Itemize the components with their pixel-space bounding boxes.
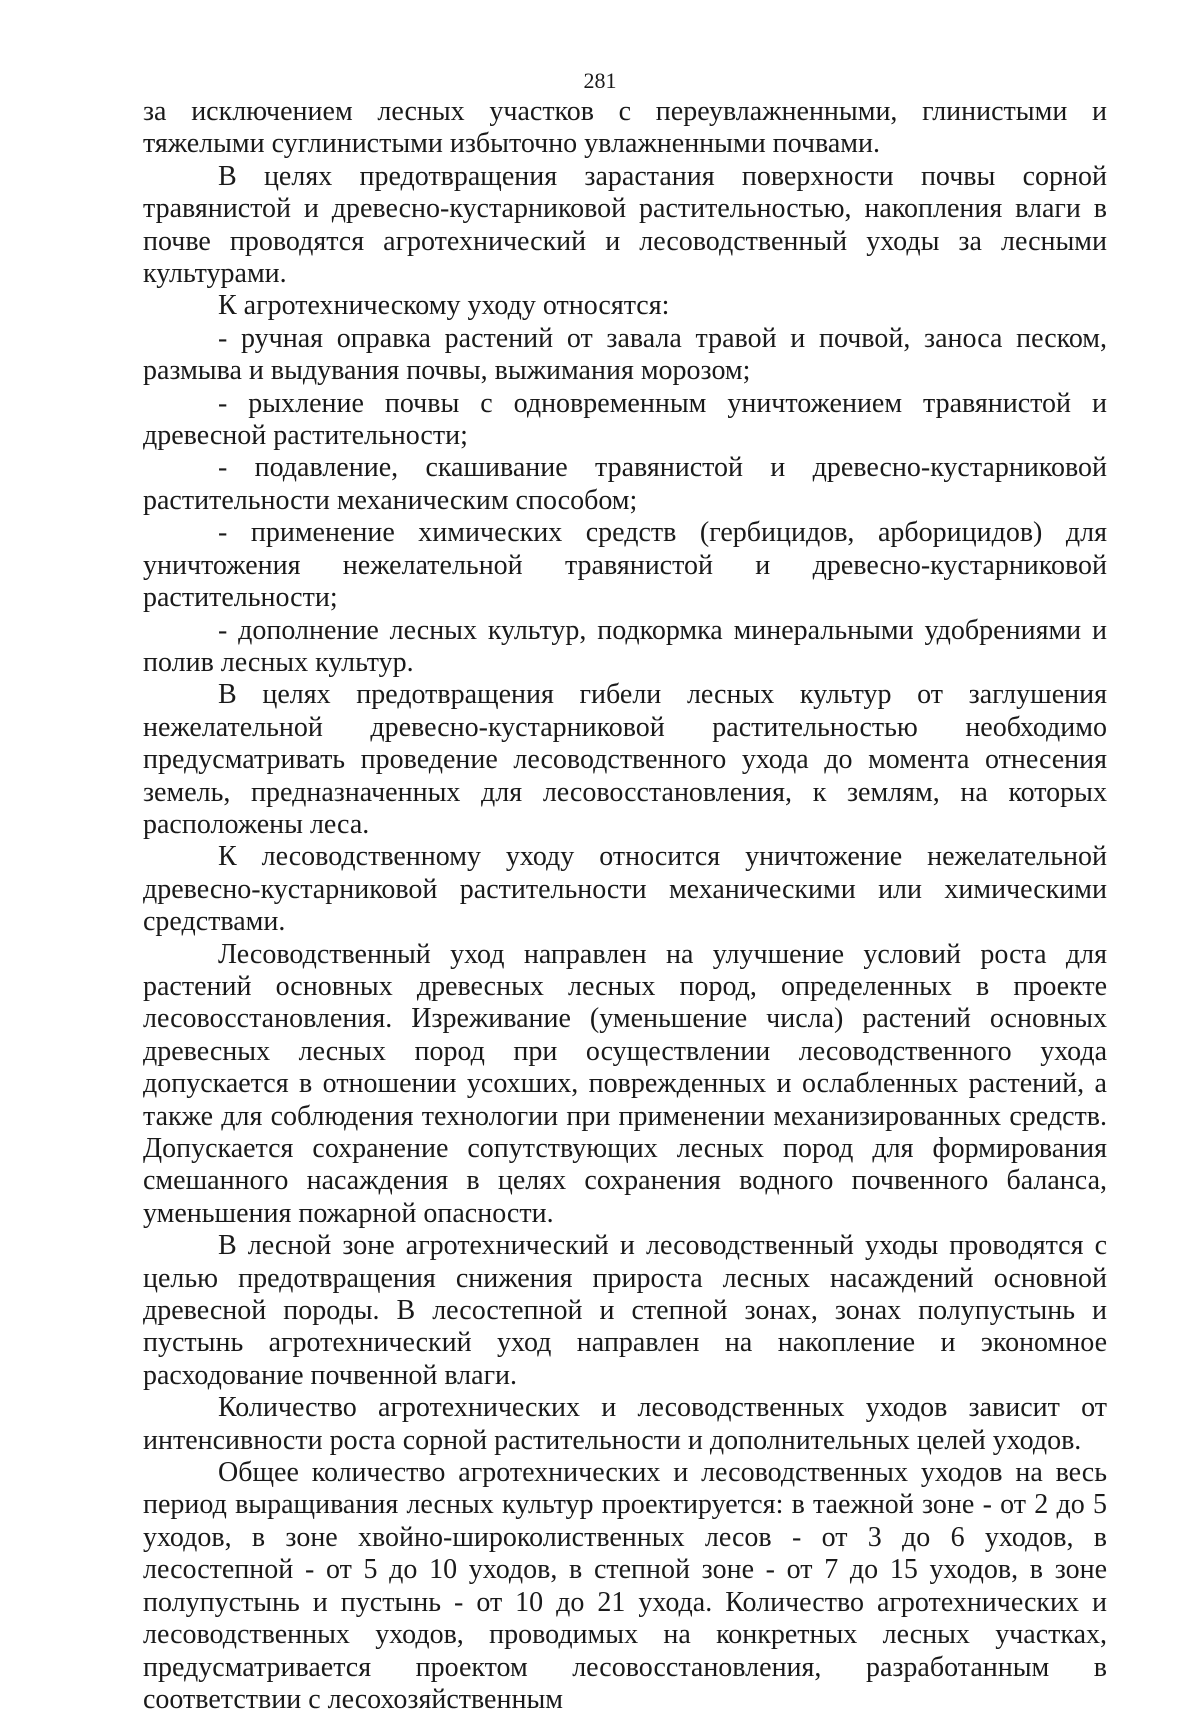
list-item: - дополнение лесных культур, подкормка минеральными удобрениями и полив лесных культур. — [143, 614, 1107, 678]
paragraph: Количество агротехнических и лесоводственных уходов зависит от интенсивности роста сорной растительности и дополнительных целей уходов. — [143, 1392, 1107, 1456]
paragraph: Лесоводственный уход направлен на улучшение условий роста для растений основных древесных лесных пород, определенных в проекте лесовосстановления. Изреживание (уменьшение числа) растений основных древесных лесных пород при осуществлении лесоводственного ухода допускается в отношении усохших, поврежденных и ослабленных растений, а также для соблюдения технологии при применении механизированных средств. Допускается сохранение сопутствующих лесных пород для формирования смешанного насаждения в целях сохранения водного почвенного баланса, уменьшения пожарной опасности. — [143, 938, 1107, 1229]
paragraph: К лесоводственному уходу относится уничтожение нежелательной древесно-кустарниковой растительности механическими или химическими средствами. — [143, 841, 1107, 938]
paragraph: К агротехническому уходу относятся: — [218, 290, 670, 322]
page-number: 281 — [583, 68, 617, 93]
paragraph: В целях предотвращения гибели лесных культур от заглушения нежелательной древесно-кустарниковой растительностью необходимо предусматривать проведение лесоводственного ухода до момента отнесения земель, предназначенных для лесовосстановления, к землям, на которых расположены леса. — [143, 679, 1107, 840]
paragraph: за исключением лесных участков с переувлажненными, глинистыми и тяжелыми суглинистыми избыточно увлажненными почвами. — [143, 96, 1107, 160]
list-item: - применение химических средств (гербицидов, арборицидов) для уничтожения нежелательной травянистой и древесно-кустарниковой растительности; — [143, 517, 1107, 614]
list-item: - рыхление почвы с одновременным уничтожением травянистой и древесной растительности; — [143, 387, 1107, 452]
paragraph: В лесной зоне агротехнический и лесоводственный уходы проводятся с целью предотвращения снижения прироста лесных насаждений основной древесной породы. В лесостепной и степной зонах, зонах полупустынь и пустынь агротехнический уход направлен на накопление и экономное расходование почвенной влаги. — [143, 1230, 1107, 1391]
paragraph: В целях предотвращения зарастания поверхности почвы сорной травянистой и древесно-кустарниковой растительностью, накопления влаги в почве проводятся агротехнический и лесоводственный уходы за лесными культурами. — [143, 160, 1107, 290]
list-item: - ручная оправка растений от завала травой и почвой, заноса песком, размыва и выдувания почвы, выжимания морозом; — [143, 322, 1107, 387]
paragraph: Общее количество агротехнических и лесоводственных уходов на весь период выращивания лесных культур проектируется: в таежной зоне - от 2 до 5 уходов, в зоне хвойно-широколиственных лесов - от 3 до 6 уходов, в лесостепной - от 5 до 10 уходов, в степной зоне - от 7 до 15 уходов, в зоне полупустынь и пустынь - от 10 до 21 ухода. Количество агротехнических и лесоводственных уходов, проводимых на конкретных лесных участках, предусматривается проектом лесовосстановления, разработанным в соответствии с лесохозяйственным — [143, 1457, 1107, 1715]
list-item: - подавление, скашивание травянистой и древесно-кустарниковой растительности механическим способом; — [143, 452, 1107, 516]
document-body — [143, 96, 1107, 1716]
